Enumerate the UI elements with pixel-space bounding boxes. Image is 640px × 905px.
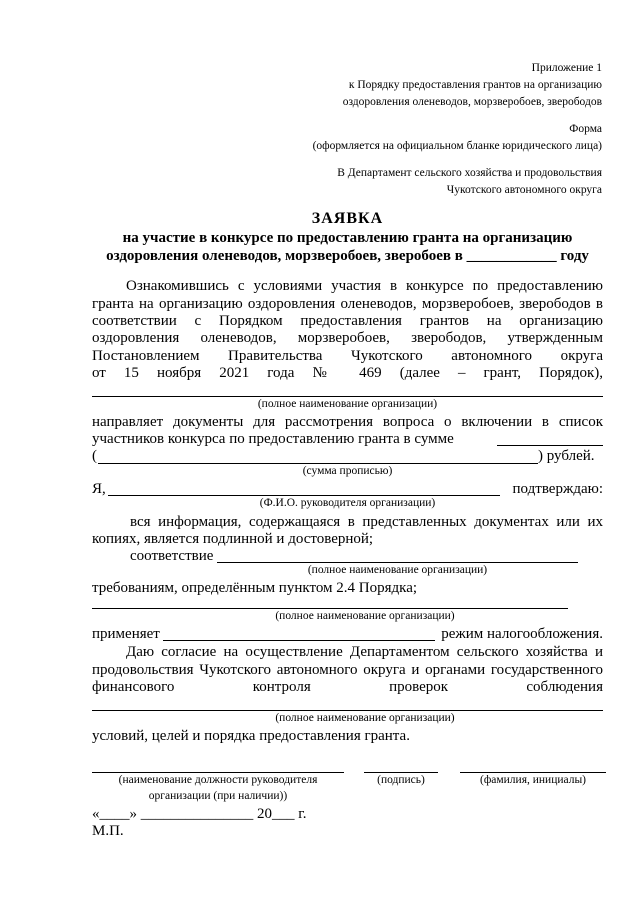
form-note bbox=[313, 121, 602, 155]
stamp-label: М.П. bbox=[92, 823, 124, 839]
addressee-line-1: В Департамент сельского хозяйства и продовольствия bbox=[337, 167, 602, 179]
para4-end: условий, целей и порядка предоставления гранта. bbox=[92, 728, 410, 744]
paren-open: ( bbox=[92, 448, 97, 464]
annex-header bbox=[343, 60, 602, 111]
position-hint-2: организации (при наличии)) bbox=[148, 790, 288, 802]
form-label: Форма bbox=[569, 123, 602, 135]
tax-regime-field[interactable] bbox=[163, 640, 435, 641]
compliance-label: соответствие bbox=[130, 548, 214, 564]
confirm-label: подтверждаю: bbox=[512, 481, 603, 497]
form-note-text: (оформляется на официальном бланке юридического лица) bbox=[312, 140, 602, 152]
i-label: Я, bbox=[92, 481, 106, 497]
para4-line-2: продовольствия Чукотского автономного округа и органами государственного bbox=[92, 662, 603, 678]
sum-in-words-field[interactable] bbox=[98, 463, 538, 464]
para3-line-2: копиях, является подлинной и достоверной; bbox=[92, 531, 374, 547]
annex-line-3: оздоровления оленеводов, морзверобоев, зверободов bbox=[342, 96, 602, 108]
para4-line-3: финансового контроля проверок соблюдения bbox=[92, 679, 603, 695]
tax-regime-label: режим налогообложения. bbox=[441, 626, 603, 642]
addressee bbox=[337, 165, 602, 199]
surname-field[interactable] bbox=[460, 772, 606, 773]
org-name-hint-1: (полное наименование организации) bbox=[257, 398, 438, 410]
rubles-label: ) рублей. bbox=[538, 448, 595, 464]
org-name-line-4[interactable] bbox=[92, 710, 603, 711]
applies-label: применяет bbox=[92, 626, 160, 642]
para1-line-1: Ознакомившись с условиями участия в конкурсе по предоставлению bbox=[126, 278, 603, 294]
signature-field[interactable] bbox=[364, 772, 438, 773]
addressee-line-2: Чукотского автономного округа bbox=[446, 184, 602, 196]
para1-line-5: Постановлением Правительства Чукотского автономного округа bbox=[92, 348, 603, 364]
para1-line-3: соответствии с Порядком предоставления грантов на организацию bbox=[92, 313, 603, 329]
title-subline-1: на участие в конкурсе по предоставлению гранта на организацию bbox=[122, 230, 573, 246]
position-field[interactable] bbox=[92, 772, 344, 773]
para2-line-1: направляет документы для рассмотрения вопроса о включении в список bbox=[92, 414, 603, 430]
position-hint-1: (наименование должности руководителя bbox=[118, 774, 318, 786]
title-subline-2: оздоровления оленеводов, морзверобоев, зверобоев в ____________ году bbox=[106, 248, 589, 264]
org-name-line-1[interactable] bbox=[92, 396, 603, 397]
org-name-hint-4: (полное наименование организации) bbox=[275, 712, 455, 724]
requirements-text: требованиям, определённым пунктом 2.4 Порядка; bbox=[92, 580, 418, 596]
org-name-line-3[interactable] bbox=[92, 608, 568, 609]
grant-sum-field[interactable] bbox=[497, 445, 603, 446]
org-name-hint-3: (полное наименование организации) bbox=[275, 610, 455, 622]
surname-hint: (фамилия, инициалы) bbox=[479, 774, 587, 786]
para2-line-2: участников конкурса по предоставлению гранта в сумме bbox=[92, 431, 454, 447]
para4-line-1: Даю согласие на осуществление Департаментом сельского хозяйства и bbox=[126, 644, 603, 660]
fio-hint: (Ф.И.О. руководителя организации) bbox=[259, 497, 436, 509]
org-name-hint-2: (полное наименование организации) bbox=[307, 564, 488, 576]
signature-hint: (подпись) bbox=[377, 774, 425, 786]
date-line[interactable]: «____» _______________ 20___ г. bbox=[92, 806, 307, 822]
director-fio-field[interactable] bbox=[108, 495, 500, 496]
annex-line-1: Приложение 1 bbox=[531, 62, 602, 74]
para1-line-6: от 15 ноября 2021 года № 469 (далее – грант, Порядок), bbox=[92, 365, 603, 381]
para1-line-2: гранта на организацию оздоровления оленеводов, морзверобоев, зверободов в bbox=[92, 296, 603, 312]
compliance-org-field[interactable] bbox=[217, 562, 578, 563]
annex-line-2: к Порядку предоставления грантов на организацию bbox=[348, 79, 602, 91]
sum-hint: (сумма прописью) bbox=[302, 465, 393, 477]
para1-line-4: оздоровления оленеводов, морзверобоев, зверободов, утвержденным bbox=[92, 330, 603, 346]
para3-line-1: вся информация, содержащаяся в представленных документах или их bbox=[130, 514, 603, 530]
document-title: ЗАЯВКА bbox=[311, 210, 384, 227]
